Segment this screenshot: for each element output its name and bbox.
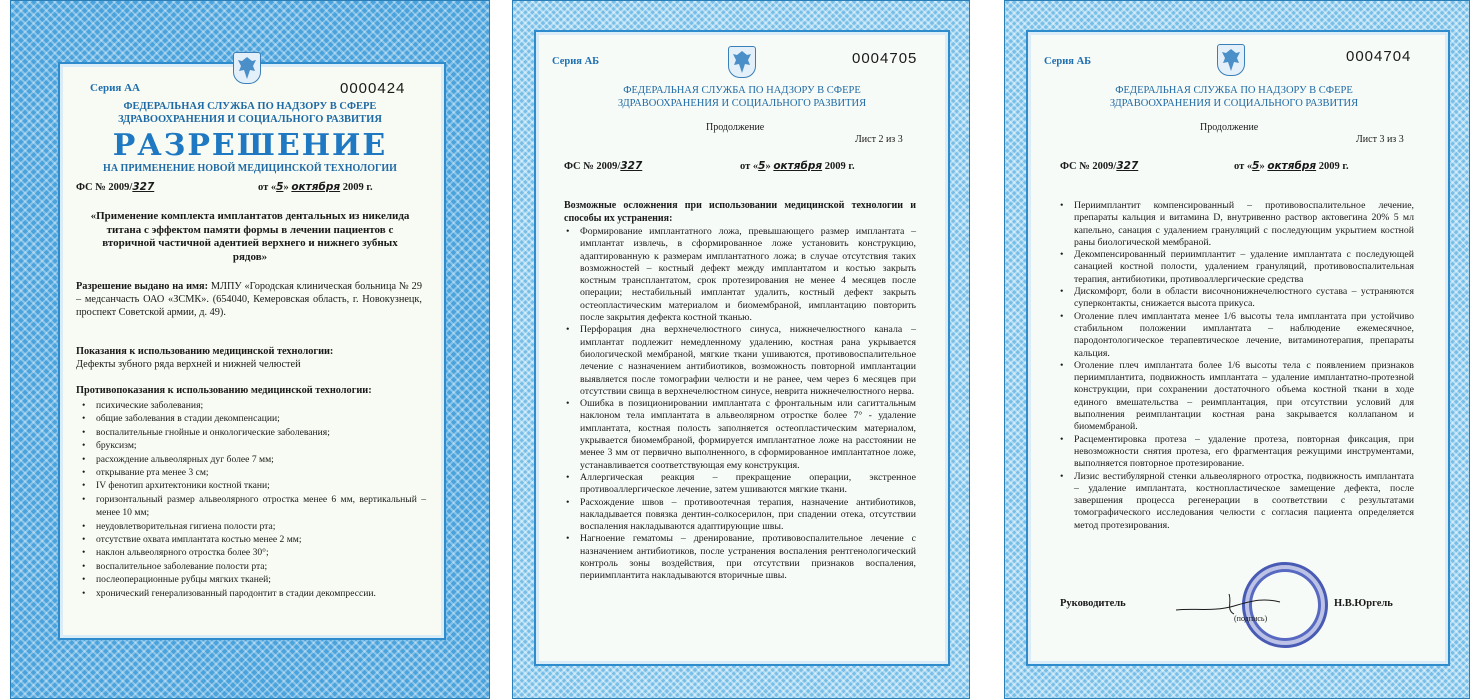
sheet-number: Лист 3 из 3 [1356, 134, 1404, 145]
series-label: Серия АБ [552, 56, 600, 67]
list-item: • отсутствие охвата имплантата костью менее 2 мм; [88, 533, 426, 546]
issue-date: от «5» октября 2009 г. [1234, 160, 1349, 172]
list-item: • воспалительное заболевание полости рта; [88, 560, 426, 573]
serial-number: 0004704 [1346, 48, 1412, 65]
list-item: • Декомпенсированный периимплантит – удаление имплантата с последующей санацией костной полости, удалением грануляций, противовоспалительная терапия, антибиотики, противоаллергические средства [1066, 249, 1414, 286]
list-item: • хронический генерализованный пародонтит в стадии декомпрессии. [88, 587, 426, 600]
agency-name: ФЕДЕРАЛЬНАЯ СЛУЖБА ПО НАДЗОРУ В СФЕРЕ ЗДРАВООХРАНЕНИЯ И СОЦИАЛЬНОГО РАЗВИТИЯ [118, 101, 382, 125]
list-item: • Расцементировка протеза – удаление протеза, повторная фиксация, при невозможности снятия протеза, его фрагментация режущими инструментами, выполняется повторное протезирование. [1066, 434, 1414, 471]
signature-icon [1174, 588, 1284, 618]
coat-of-arms-icon [233, 52, 261, 84]
permit-page-3 [1004, 0, 1470, 699]
fs-number: ФС № 2009/327 [76, 181, 155, 193]
contraindications-heading: Противопоказания к использованию медицинской технологии: [76, 385, 372, 396]
complications-heading: Возможные осложнения при использовании медицинской технологии и способы их устранения: [564, 200, 916, 224]
issue-date: от «5» октября 2009 г. [258, 181, 373, 193]
list-item: • Формирование имплантатного ложа, превышающего размер имплантата – имплантат извлечь, в сформированное ложе установить конструкцию, адаптированную к размерам имплантатного ложа; в случае отсутствия таких возможностей – костный дефект между имплантатом и костью закрыть костным трансплантатом, срок протезирования не менее 4 месяцев после операции; нестабильный имплантат удалить, костный дефект закрыть остеопластическим материалом и биомембраной, имплантацию повторить после закрытия дефекта костной тканью. [572, 226, 916, 324]
sheet-number: Лист 2 из 3 [855, 134, 903, 145]
list-item: • IV фенотип архитектоники костной ткани; [88, 479, 426, 492]
series-label: Серия АА [90, 82, 141, 94]
list-item: • воспалительные гнойные и онкологические заболевания; [88, 426, 426, 439]
list-item: • горизонтальный размер альвеолярного отростка менее 6 мм, вертикальный – менее 10 мм; [88, 493, 426, 520]
continuation-label: Продолжение [1200, 122, 1259, 133]
signature-caption: (подпись) [1234, 614, 1268, 623]
agency-name: ФЕДЕРАЛЬНАЯ СЛУЖБА ПО НАДЗОРУ В СФЕРЕ ЗДРАВООХРАНЕНИЯ И СОЦИАЛЬНОГО РАЗВИТИЯ [1109, 85, 1359, 109]
list-item: • психические заболевания; [88, 399, 426, 412]
list-item: • Ошибка в позиционировании имплантата с фронтальным или сагиттальным наклоном тела имплантата в альвеолярном отростке более 7° - удаление имплантата, костная полость заполняется остеопластическим материалом, укрывается биомембраной, формируется имплантатное ложе на расстоянии не менее 3 мм от первично выполненного, в сформированное имплантатное ложе, устанавливается соответствующая ему конструкция. [572, 398, 916, 472]
list-item: • наклон альвеолярного отростка более 30°; [88, 546, 426, 559]
list-item: • Расхождение швов – противоотечная терапия, назначение антибиотиков, накладывается повязка дентин-солкосерилон, при спадении отека, отсутствии воспаления накладываются адаптирующие швы. [572, 497, 916, 534]
document-title: РАЗРЕШЕНИЕ [112, 128, 388, 163]
fs-number: ФС № 2009/327 [564, 160, 643, 172]
list-item: • Лизис вестибулярной стенки альвеолярного отростка, подвижность имплантата – удаление имплантата, костнопластическое замещение дефекта, после завершения процесса регенерации в соответствии с результатами томографического исследования челюсти с согласия пациента определяется метод протезирования. [1066, 471, 1414, 532]
list-item: • Оголение плеч имплантата менее 1/6 высоты тела имплантата при устойчиво стабильном положении имплантата – наблюдение ежемесячное, пародонтологическое терапевтическое лечение, витаминотерапия, препараты кальция. [1066, 311, 1414, 360]
complications-list [560, 226, 916, 583]
continuation-label: Продолжение [706, 122, 765, 133]
list-item: • Аллергическая реакция – прекращение операции, экстренное противоаллергическое лечение, затем ушиваются мягкие ткани. [572, 472, 916, 497]
indications-text: Дефекты зубного ряда верхней и нижней челюстей [76, 359, 301, 370]
issued-to: Разрешение выдано на имя: МЛПУ «Городская клиническая больница № 29 – медсанчасть ОАО «ЗСМК». (654040, Кемеровская область, г. Новокузнецк, проспект Советской армии, д. 49). [76, 281, 422, 318]
fs-number: ФС № 2009/327 [1060, 160, 1139, 172]
series-label: Серия АБ [1044, 56, 1092, 67]
list-item: • бруксизм; [88, 439, 426, 452]
permit-page-1 [10, 0, 490, 699]
head-label: Руководитель [1060, 598, 1126, 609]
complications-list-continued [1054, 200, 1414, 532]
list-item: • открывание рта менее 3 см; [88, 466, 426, 479]
list-item: • послеоперационные рубцы мягких тканей; [88, 573, 426, 586]
issue-date: от «5» октября 2009 г. [740, 160, 855, 172]
serial-number: 0000424 [340, 80, 406, 97]
list-item: • Оголение плеч имплантата более 1/6 высоты тела с появлением признаков периимплантита, подвижность имплантата – удаление имплантатно-протезной конструкции, при сохранении достаточного объема костной ткани в ходе единого вмешательства – реимплантация, при отсутствии условий для выполнения реимплантации костная рана закрывается коллапаном и биомембраной. [1066, 360, 1414, 434]
list-item: • Дискомфорт, боли в области височнонижнечелюстного сустава – устраняются суперконтакты, снижается высота прикуса. [1066, 286, 1414, 311]
serial-number: 0004705 [852, 50, 918, 67]
indications-heading: Показания к использованию медицинской технологии: [76, 346, 334, 357]
coat-of-arms-icon [728, 46, 756, 78]
agency-name: ФЕДЕРАЛЬНАЯ СЛУЖБА ПО НАДЗОРУ В СФЕРЕ ЗДРАВООХРАНЕНИЯ И СОЦИАЛЬНОГО РАЗВИТИЯ [617, 85, 867, 109]
list-item: • общие заболевания в стадии декомпенсации; [88, 412, 426, 425]
document-subtitle: НА ПРИМЕНЕНИЕ НОВОЙ МЕДИЦИНСКОЙ ТЕХНОЛОГИИ [103, 163, 397, 174]
list-item: • Нагноение гематомы – дренирование, противовоспалительное лечение с назначением антибиотиков, после устранения воспаления рентгенологический контроль зоны воздействия, при отсутствии признаков воспаления, периимплантита накладываются вторичные швы. [572, 533, 916, 582]
coat-of-arms-icon [1217, 44, 1245, 76]
list-item: • Перфорация дна верхнечелюстного синуса, нижнечелюстного канала – имплантат подлежит немедленному удалению, костная рана укрывается биологической мембраной, мягкие ткани ушиваются, противовоспалительное лечение с назначением антибиотиков, возможность повторной имплантации выявляется после томографии челюсти и не ранее, чем через 6 месяцев при отсутствии свища в верхнечелюстном синусе, неврита нижнечелюстного нерва. [572, 324, 916, 398]
list-item: • расхождение альвеолярных дуг более 7 мм; [88, 453, 426, 466]
permit-page-2 [512, 0, 970, 699]
list-item: • неудовлетворительная гигиена полости рта; [88, 520, 426, 533]
list-item: • Периимплантит компенсированный – противовоспалительное лечение, препараты кальция и витамина D, внутривенно раствор актовегина 20% 5 мл капельно, санация с удалением грануляций с последующим укрытием костной раны биологической мембраной. [1066, 200, 1414, 249]
contraindications-list [76, 399, 426, 600]
head-name: Н.В.Юргель [1334, 598, 1393, 609]
technology-title: «Применение комплекта имплантатов дентальных из никелида титана с эффектом памяти формы в лечении пациентов с вторичной частичной адентией верхнего и нижнего зубных рядов» [90, 210, 410, 263]
